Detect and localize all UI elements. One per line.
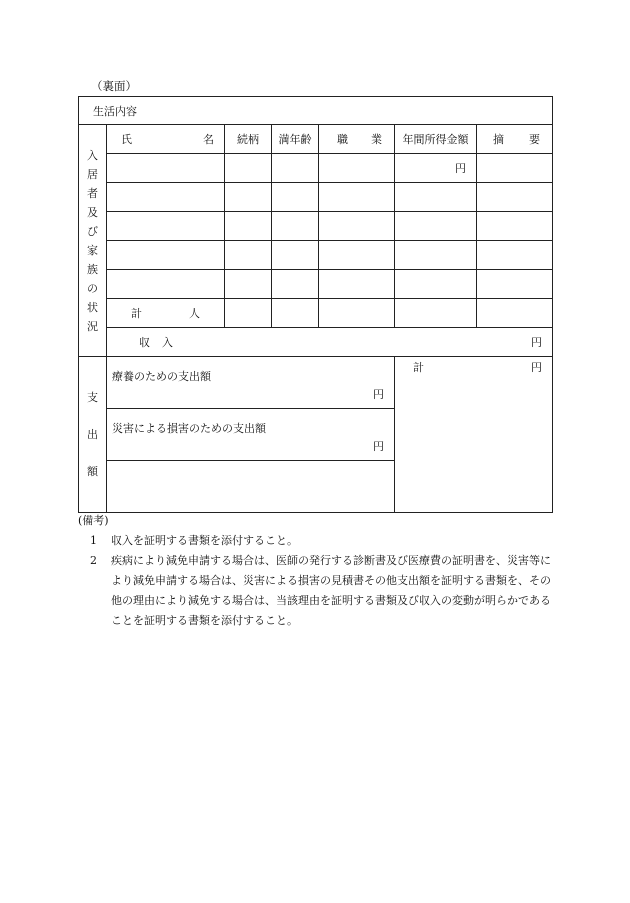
member-remarks-field[interactable] <box>477 212 553 241</box>
member-occupation-field[interactable] <box>319 241 395 270</box>
member-name-field[interactable] <box>107 212 225 241</box>
member-occupation-field[interactable] <box>319 212 395 241</box>
column-header-age: 満年齢 <box>272 125 319 154</box>
column-header-annual-income: 年間所得金額 <box>395 125 477 154</box>
member-income-field[interactable] <box>395 212 477 241</box>
note-number: 2 <box>90 554 97 567</box>
total-age-field[interactable] <box>272 299 319 328</box>
expenditure-total-unit: 円 <box>531 361 543 374</box>
member-age-field[interactable] <box>272 270 319 299</box>
member-age-field[interactable] <box>272 212 319 241</box>
income-label: 収入 <box>139 336 185 349</box>
disaster-expense-field[interactable] <box>107 409 394 461</box>
column-header-occupation: 職 業 <box>319 125 395 154</box>
income-unit: 円 <box>531 336 543 349</box>
column-header-name: 氏 名 <box>107 125 225 154</box>
member-age-field[interactable] <box>272 154 319 183</box>
member-total-row <box>79 299 553 328</box>
member-total-label: 計 人 <box>107 299 225 328</box>
income-field[interactable] <box>107 328 553 357</box>
table-row <box>79 154 553 183</box>
notes-title: (備考) <box>78 514 109 527</box>
total-relationship-field[interactable] <box>225 299 272 328</box>
member-relationship-field[interactable] <box>225 212 272 241</box>
column-header-remarks: 摘 要 <box>477 125 553 154</box>
note-text: 収入を証明する書類を添付すること。 <box>111 534 298 547</box>
disaster-expense-label: 災害による損害のための支出額 <box>112 422 266 435</box>
member-name-field[interactable] <box>107 183 225 212</box>
disaster-expense-unit: 円 <box>373 440 384 453</box>
member-relationship-field[interactable] <box>225 154 272 183</box>
medical-expense-unit: 円 <box>373 388 384 401</box>
member-income-field[interactable] <box>395 270 477 299</box>
table-row <box>79 270 553 299</box>
note-item <box>78 551 558 631</box>
table-row <box>79 212 553 241</box>
table-row <box>79 183 553 212</box>
expenditure-total-label: 計 <box>413 361 424 374</box>
page-label: （裏面） <box>91 79 137 93</box>
member-relationship-field[interactable] <box>225 270 272 299</box>
note-item <box>78 531 558 551</box>
expenditure-section-label: 支 出 額 <box>79 357 107 513</box>
member-age-field[interactable] <box>272 183 319 212</box>
expenditure-total-field[interactable] <box>395 357 553 513</box>
member-name-field[interactable] <box>107 270 225 299</box>
medical-expense-field[interactable] <box>107 357 394 409</box>
medical-expense-label: 療養のための支出額 <box>112 370 211 383</box>
note-number: 1 <box>90 534 97 547</box>
residents-section-label: 入 居 者 及 び 家 族 の 状 況 <box>79 125 107 357</box>
member-age-field[interactable] <box>272 241 319 270</box>
member-name-field[interactable] <box>107 241 225 270</box>
member-income-field[interactable] <box>395 241 477 270</box>
member-name-field[interactable] <box>107 154 225 183</box>
reduction-application-form-table <box>78 96 553 513</box>
notes-section <box>78 512 558 631</box>
expenditure-items <box>107 357 395 513</box>
member-remarks-field[interactable] <box>477 270 553 299</box>
member-remarks-field[interactable] <box>477 183 553 212</box>
other-expense-field[interactable] <box>107 461 394 512</box>
member-occupation-field[interactable] <box>319 270 395 299</box>
member-income-field[interactable] <box>395 183 477 212</box>
member-occupation-field[interactable] <box>319 154 395 183</box>
income-row <box>79 328 553 357</box>
member-remarks-field[interactable] <box>477 154 553 183</box>
table-row <box>79 241 553 270</box>
note-text: 疾病により減免申請する場合は、医師の発行する診断書及び医療費の証明書を、災害等により減免申請する場合は、災害による損害の見積書その他支出額を証明する書類を、その他の理由により減免する場合は、当該理由を証明する書類及び収入の変動が明らかであることを証明する書類を添付すること。 <box>111 554 551 627</box>
member-relationship-field[interactable] <box>225 241 272 270</box>
total-remarks-field[interactable] <box>477 299 553 328</box>
member-relationship-field[interactable] <box>225 183 272 212</box>
member-income-field[interactable]: 円 <box>395 154 477 183</box>
member-remarks-field[interactable] <box>477 241 553 270</box>
living-section-title: 生活内容 <box>79 97 553 125</box>
total-occupation-field[interactable] <box>319 299 395 328</box>
total-income-field[interactable] <box>395 299 477 328</box>
member-occupation-field[interactable] <box>319 183 395 212</box>
column-header-relationship: 続柄 <box>225 125 272 154</box>
